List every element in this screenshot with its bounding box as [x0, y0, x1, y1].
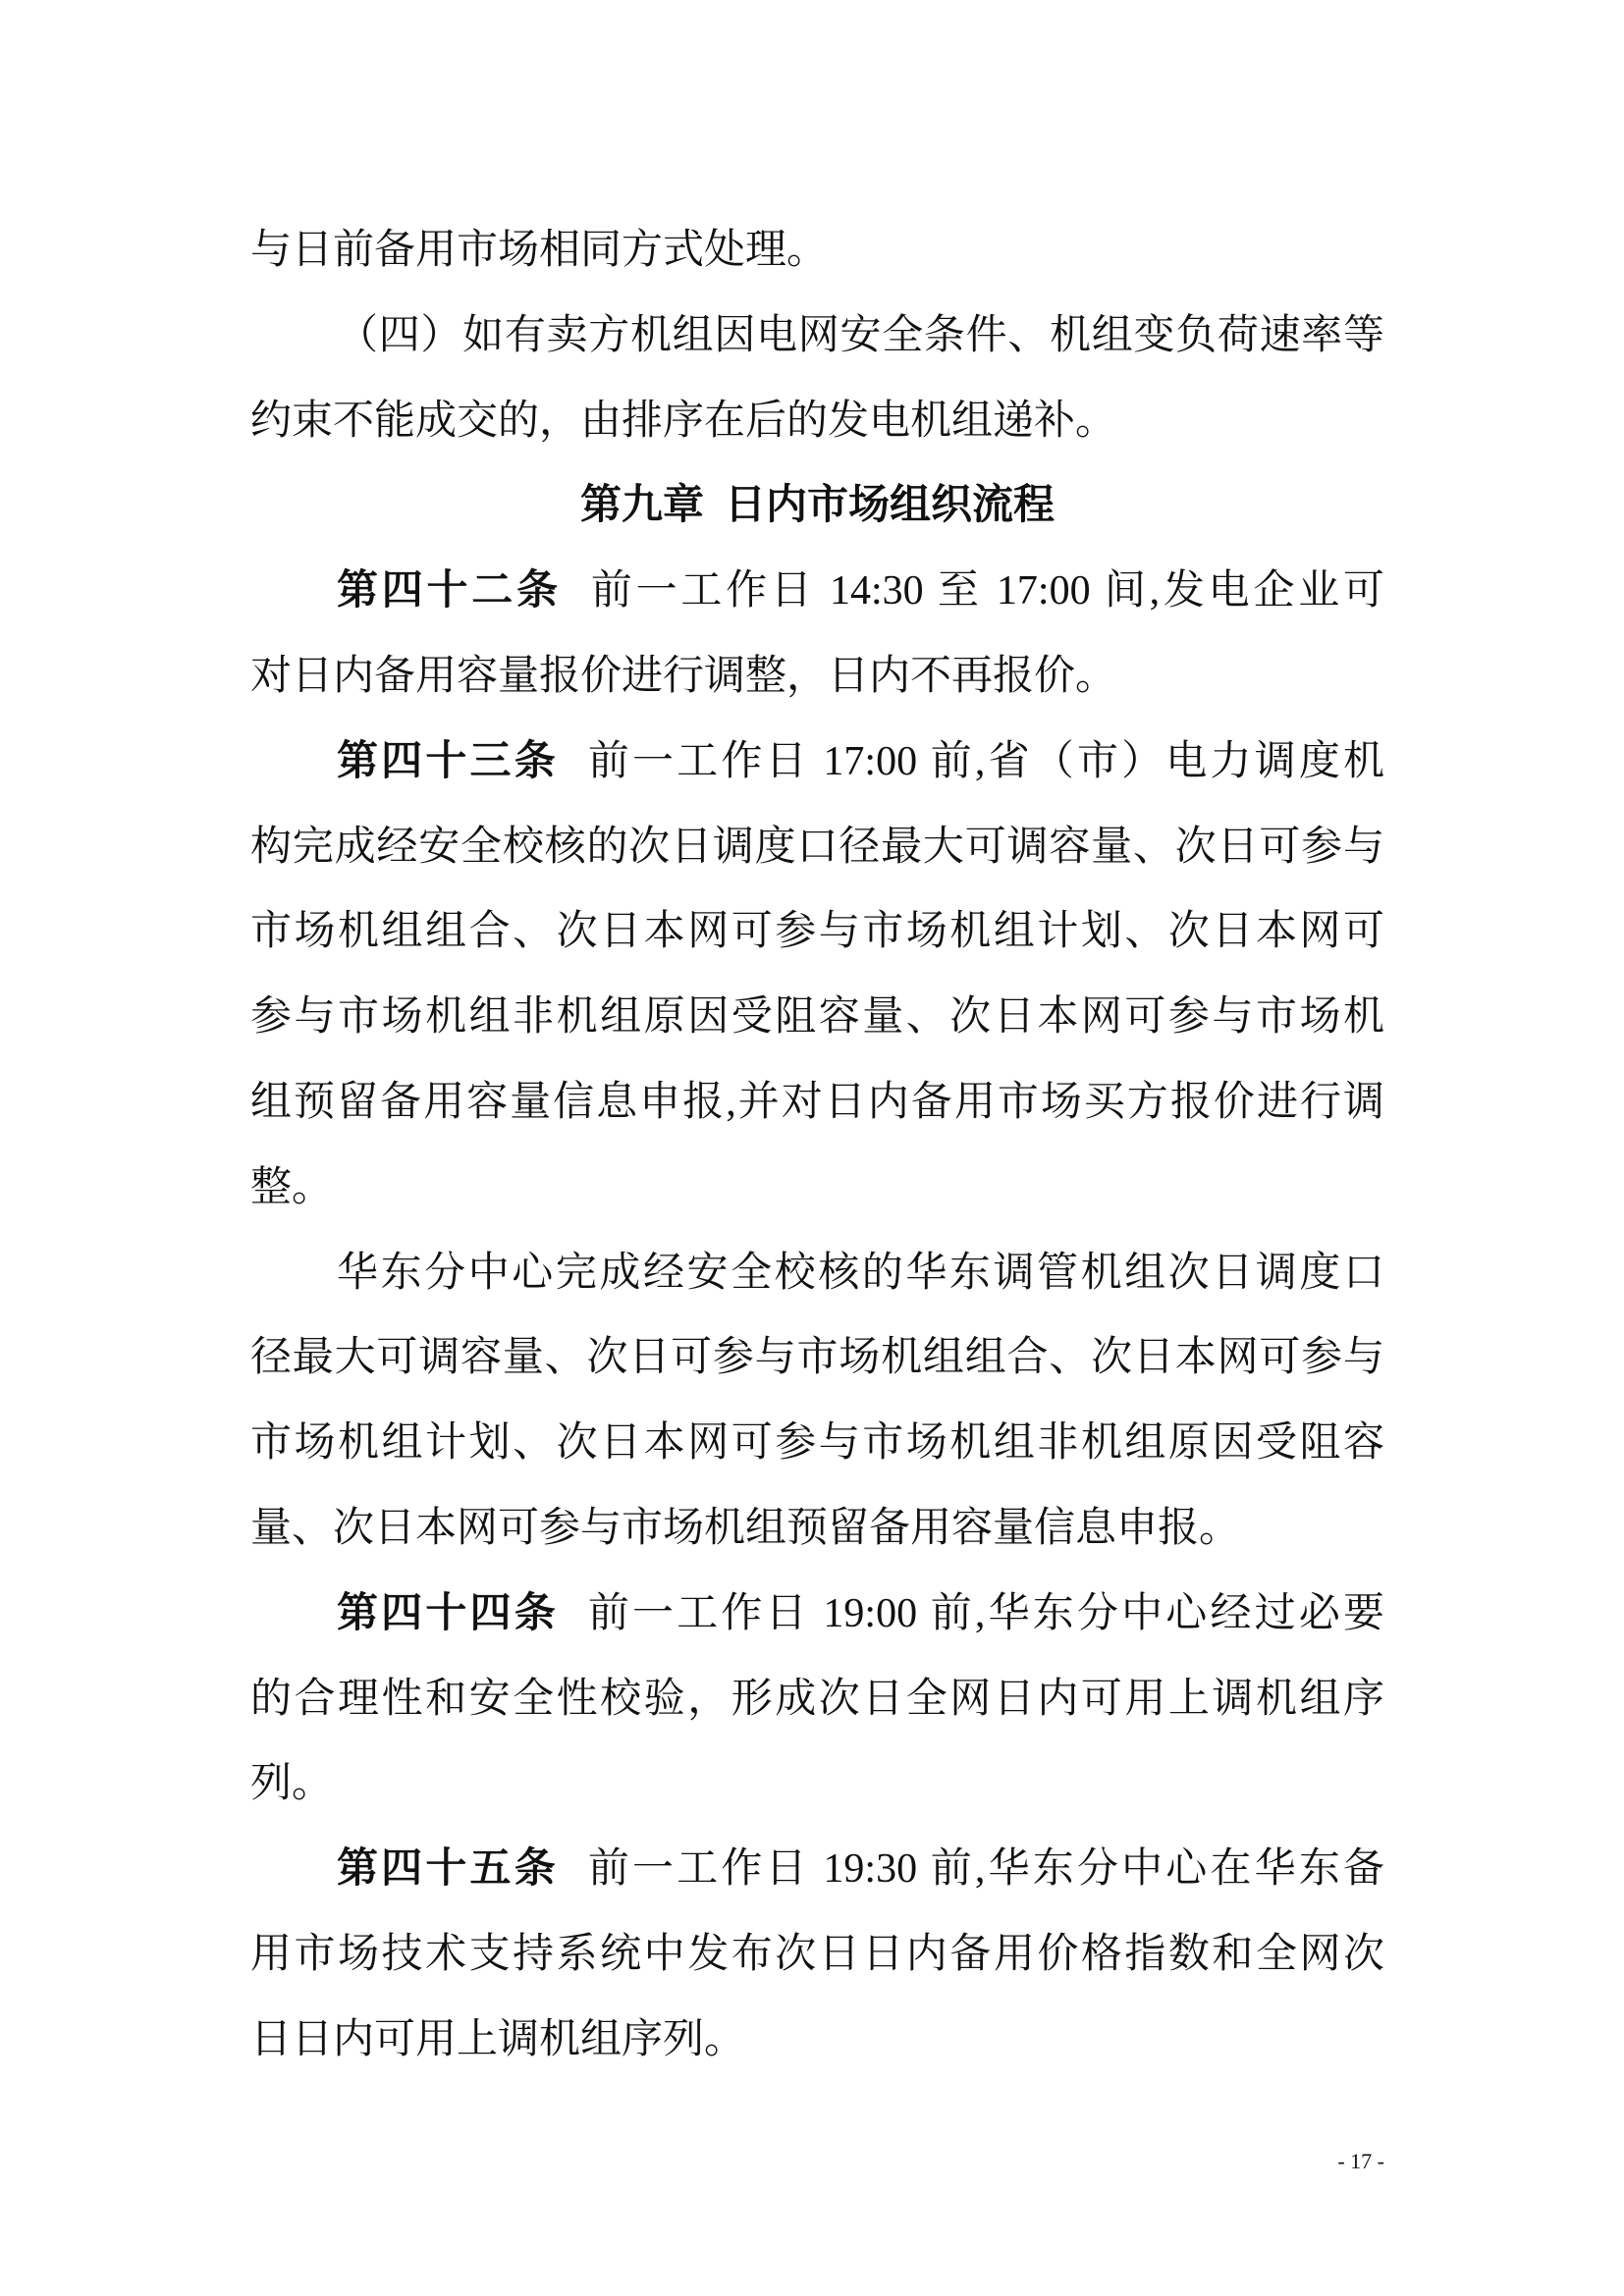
- article-label: 第四十三条: [337, 738, 559, 784]
- east-china-paragraph: [250, 1231, 1384, 1572]
- page-number: - 17 -: [1337, 2149, 1384, 2173]
- article-42: [250, 549, 1384, 720]
- article-label: 第四十五条: [337, 1846, 559, 1893]
- paragraph-line: 列。: [250, 1761, 334, 1807]
- paragraph-line: 整。: [250, 1164, 334, 1210]
- article-44: [250, 1572, 1384, 1827]
- paragraph-line: 日日内可用上调机组序列。: [250, 2016, 746, 2062]
- paragraph-line: 量、次日本网可参与市场机组预留备用容量信息申报。: [250, 1505, 1241, 1551]
- paragraph-line: 参与市场机组非机组原因受阻容量、次日本网可参与市场机: [250, 994, 1384, 1041]
- paragraph-line: 用市场技术支持系统中发布次日日内备用价格指数和全网次: [250, 1931, 1384, 1977]
- paragraph-line: 约束不能成交的，由排序在后的发电机组递补。: [250, 398, 1117, 444]
- paragraph-line: [250, 720, 1384, 805]
- paragraph-line: [250, 1827, 1384, 1912]
- paragraph-line: 径最大可调容量、次日可参与市场机组组合、次日本网可参与: [250, 1335, 1384, 1381]
- paragraph-line: 的合理性和安全性校验，形成次日全网日内可用上调机组序: [250, 1676, 1384, 1722]
- continuation-paragraph: [250, 208, 1384, 294]
- paragraph-line: 组预留备用容量信息申报,并对日内备用市场买方报价进行调: [250, 1079, 1384, 1125]
- line-text: 前一工作日 14:30 至 17:00 间,发电企业可: [590, 568, 1384, 614]
- paragraph-line: 华东分中心完成经安全校核的华东调管机组次日调度口: [337, 1250, 1384, 1296]
- article-label: 第四十二条: [337, 568, 562, 614]
- article-45: [250, 1827, 1384, 2082]
- chapter-title: 第九章 日内市场组织流程: [579, 483, 1055, 529]
- line-text: 前一工作日 19:00 前,华东分中心经过必要: [587, 1590, 1384, 1636]
- line-text: 前一工作日 17:00 前,省（市）电力调度机: [587, 738, 1384, 784]
- paragraph-line: [250, 1572, 1384, 1657]
- article-label: 第四十四条: [337, 1590, 559, 1636]
- paragraph-line: 构完成经安全校核的次日调度口径最大可调容量、次日可参与: [250, 824, 1384, 870]
- paragraph-line: 对日内备用容量报价进行调整，日内不再报价。: [250, 653, 1117, 699]
- item-4-paragraph: [250, 294, 1384, 464]
- paragraph-line: 与日前备用市场相同方式处理。: [250, 228, 829, 273]
- document-body: [250, 208, 1384, 2083]
- line-text: 前一工作日 19:30 前,华东分中心在华东备: [587, 1846, 1384, 1893]
- paragraph-line: 市场机组组合、次日本网可参与市场机组计划、次日本网可: [250, 909, 1384, 955]
- paragraph-line: 市场机组计划、次日本网可参与市场机组非机组原因受阻容: [250, 1420, 1384, 1467]
- paragraph-line: [250, 549, 1384, 634]
- article-43: [250, 720, 1384, 1231]
- paragraph-line: （四）如有卖方机组因电网安全条件、机组变负荷速率等: [337, 312, 1384, 358]
